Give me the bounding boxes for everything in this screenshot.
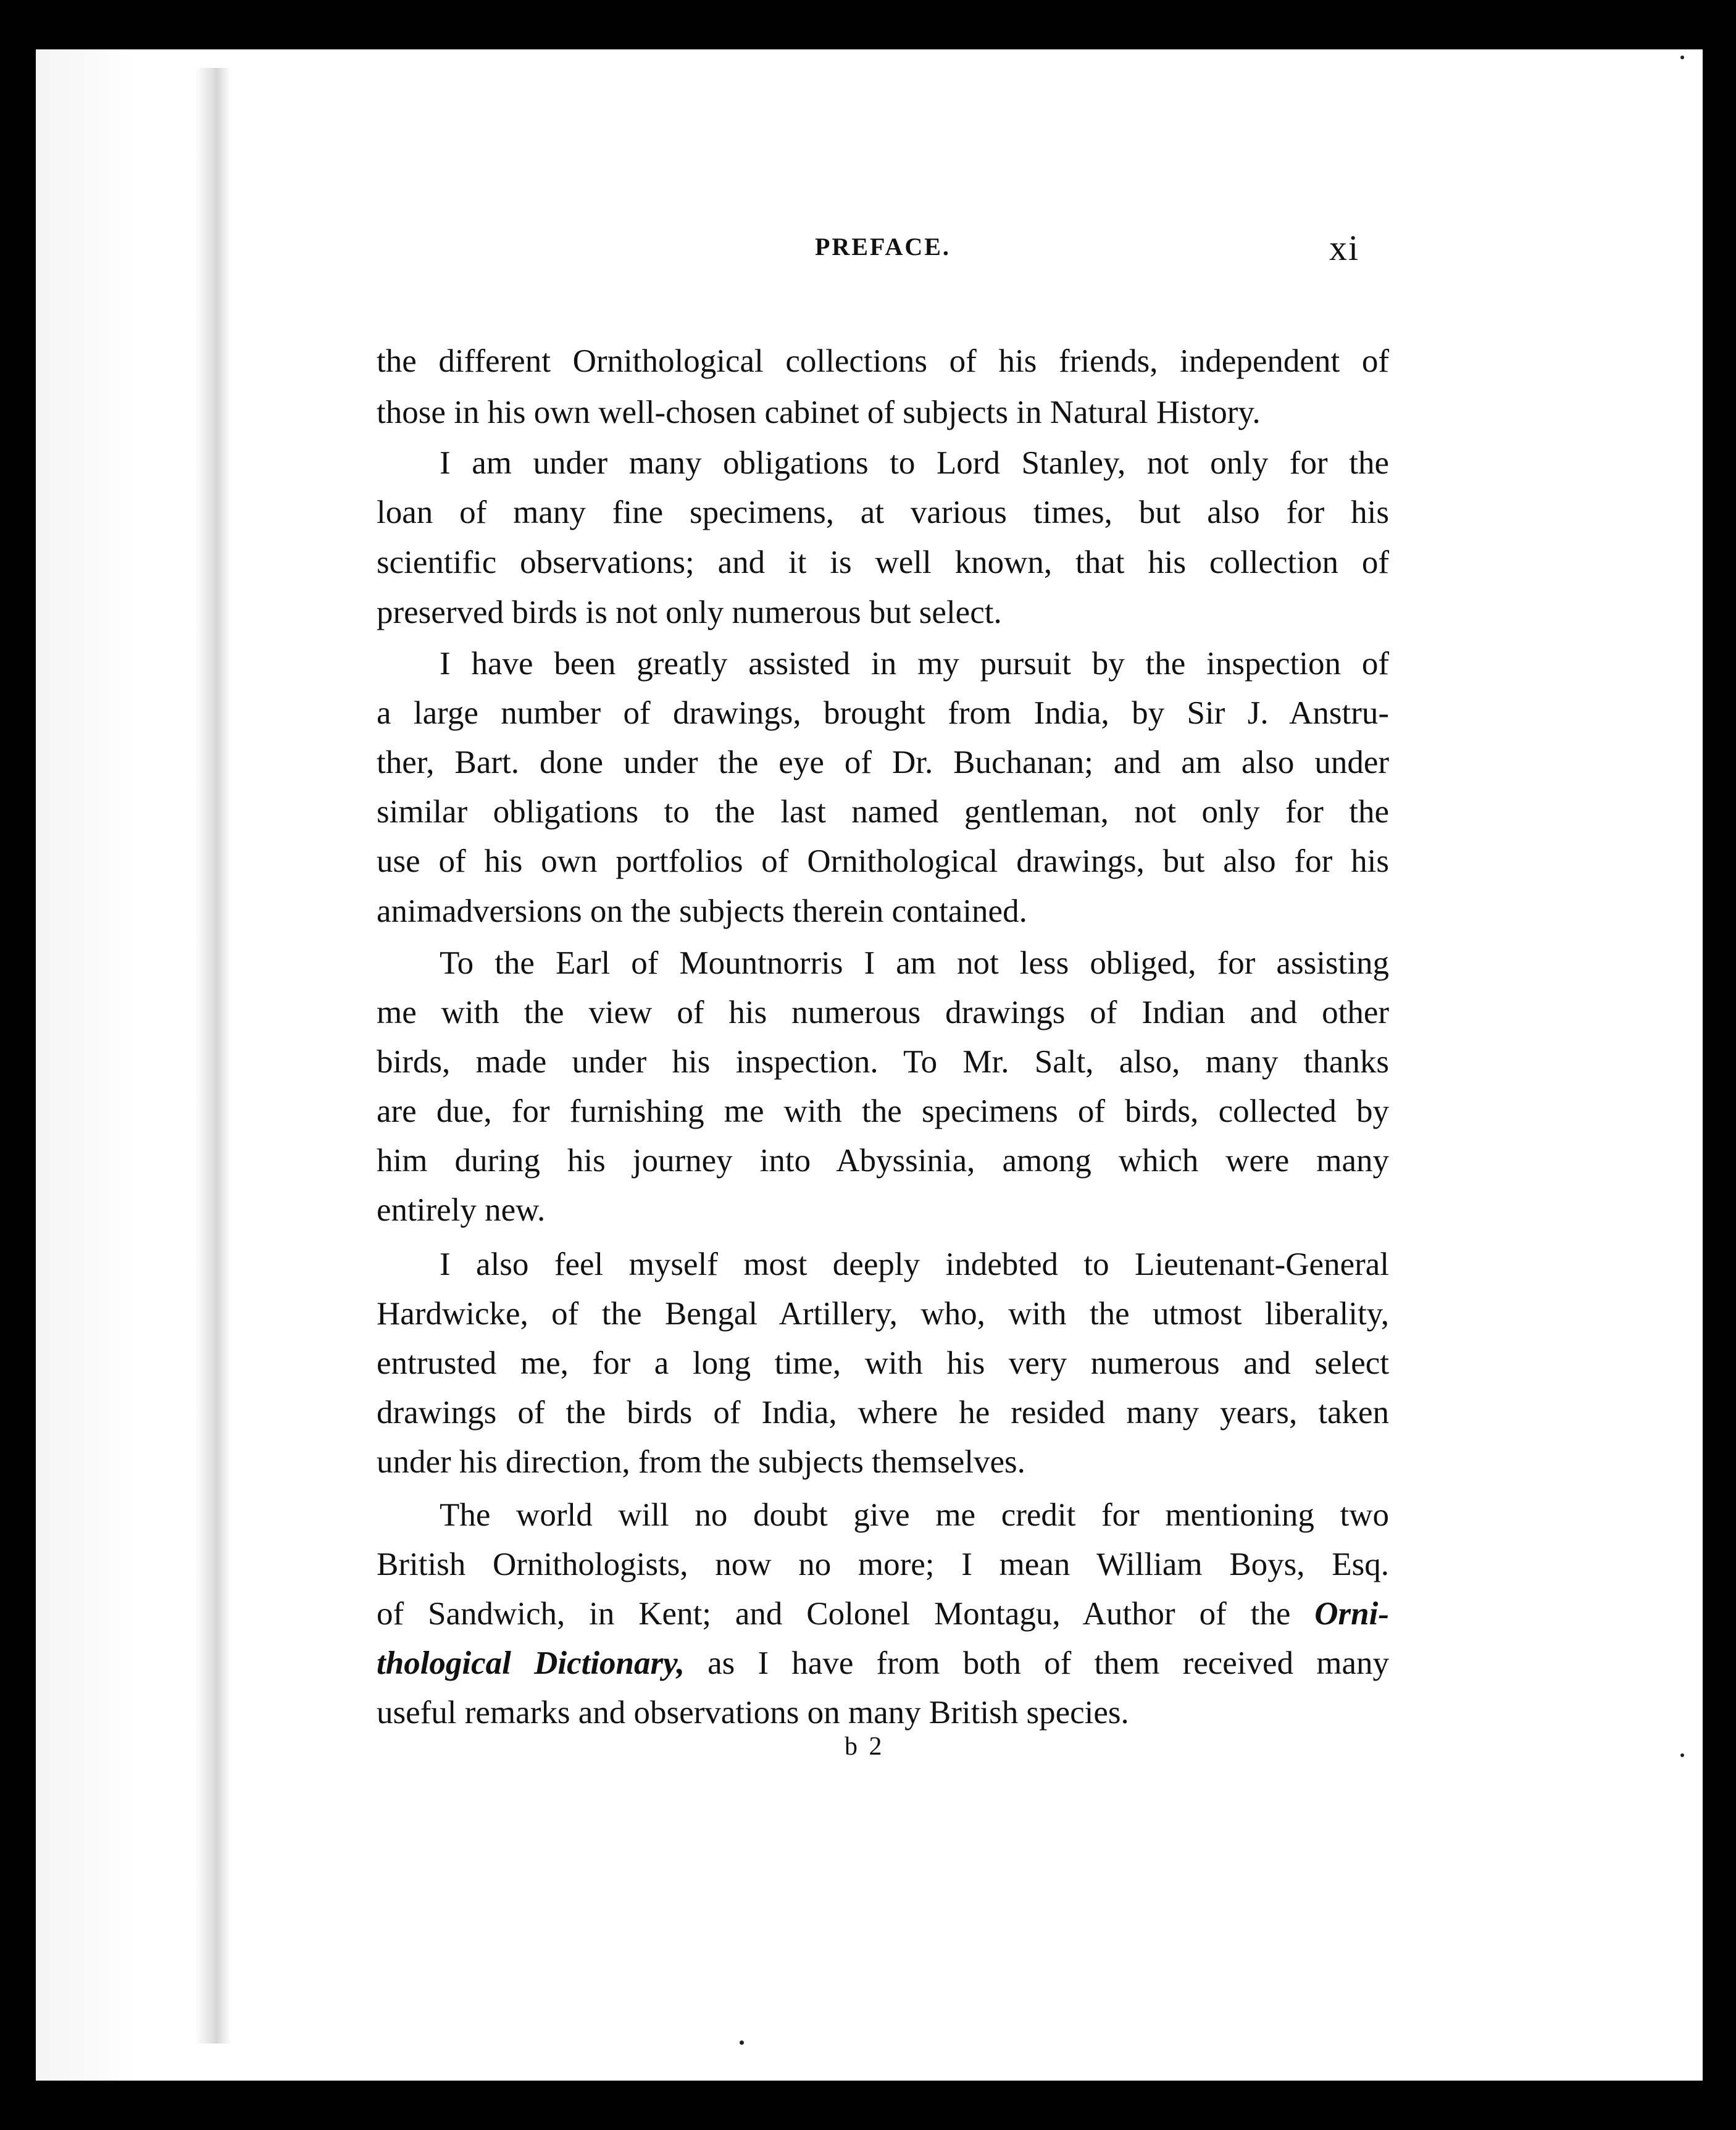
text-line: preserved birds is not only numerous but select. [377,595,1002,630]
text-run: of Sandwich, in Kent; and Colonel Montagu, Author of the [377,1596,1291,1632]
text-line: under his direction, from the subjects themselves. [377,1444,1025,1480]
italic-title: thological Dictionary, [377,1645,685,1681]
text-line: To the Earl of Mountnorris I am not less obliged, for assisting [440,945,1389,981]
text-line: scientific observations; and it is well known, that his collection of [377,545,1389,580]
text-line: ther, Bart. done under the eye of Dr. Buchanan; and am also under [377,745,1389,780]
text-line: the different Ornithological collections of his friends, independent of [377,343,1389,379]
text-line: I also feel myself most deeply indebted to Lieutenant-General [440,1247,1389,1282]
text-line: are due, for furnishing me with the specimens of birds, collected by [377,1093,1389,1129]
text-run: as I have from both of them received many [707,1645,1389,1681]
text-line: entirely new. [377,1192,546,1228]
running-head: PREFACE. [815,233,951,261]
text-line: those in his own well-chosen cabinet of subjects in Natural History. [377,395,1261,430]
page-number: xi [1329,228,1360,268]
scan-speck [1680,56,1684,59]
scan-speck [1680,1753,1684,1757]
signature-mark: b 2 [845,1732,885,1761]
text-line: Hardwicke, of the Bengal Artillery, who, with the utmost liberality, [377,1296,1389,1332]
text-line [377,1595,1389,1632]
text-line: a large number of drawings, brought from India, by Sir J. Anstru- [377,695,1389,731]
text-line: similar obligations to the last named gentleman, not only for the [377,794,1389,830]
text-line: entrusted me, for a long time, with his very numerous and select [377,1345,1389,1381]
text-line: me with the view of his numerous drawings of Indian and other [377,995,1389,1030]
text-line: I am under many obligations to Lord Stanley, not only for the [440,445,1389,481]
text-line: I have been greatly assisted in my pursuit by the inspection of [440,646,1389,682]
text-line: animadversions on the subjects therein contained. [377,893,1027,929]
text-line: him during his journey into Abyssinia, among which were many [377,1143,1389,1179]
scan-speck [740,2040,744,2045]
text-line: British Ornithologists, now no more; I mean William Boys, Esq. [377,1547,1389,1582]
text-line: use of his own portfolios of Ornithological drawings, but also for his [377,843,1389,879]
text-line [377,1645,1389,1682]
italic-title: Orni- [1314,1596,1389,1632]
text-line: useful remarks and observations on many British species. [377,1695,1129,1731]
text-line: birds, made under his inspection. To Mr. Salt, also, many thanks [377,1044,1389,1080]
text-line: The world will no doubt give me credit for mentioning two [440,1497,1389,1533]
text-line: drawings of the birds of India, where he resided many years, taken [377,1395,1389,1430]
text-line: loan of many fine specimens, at various times, but also for his [377,495,1389,530]
